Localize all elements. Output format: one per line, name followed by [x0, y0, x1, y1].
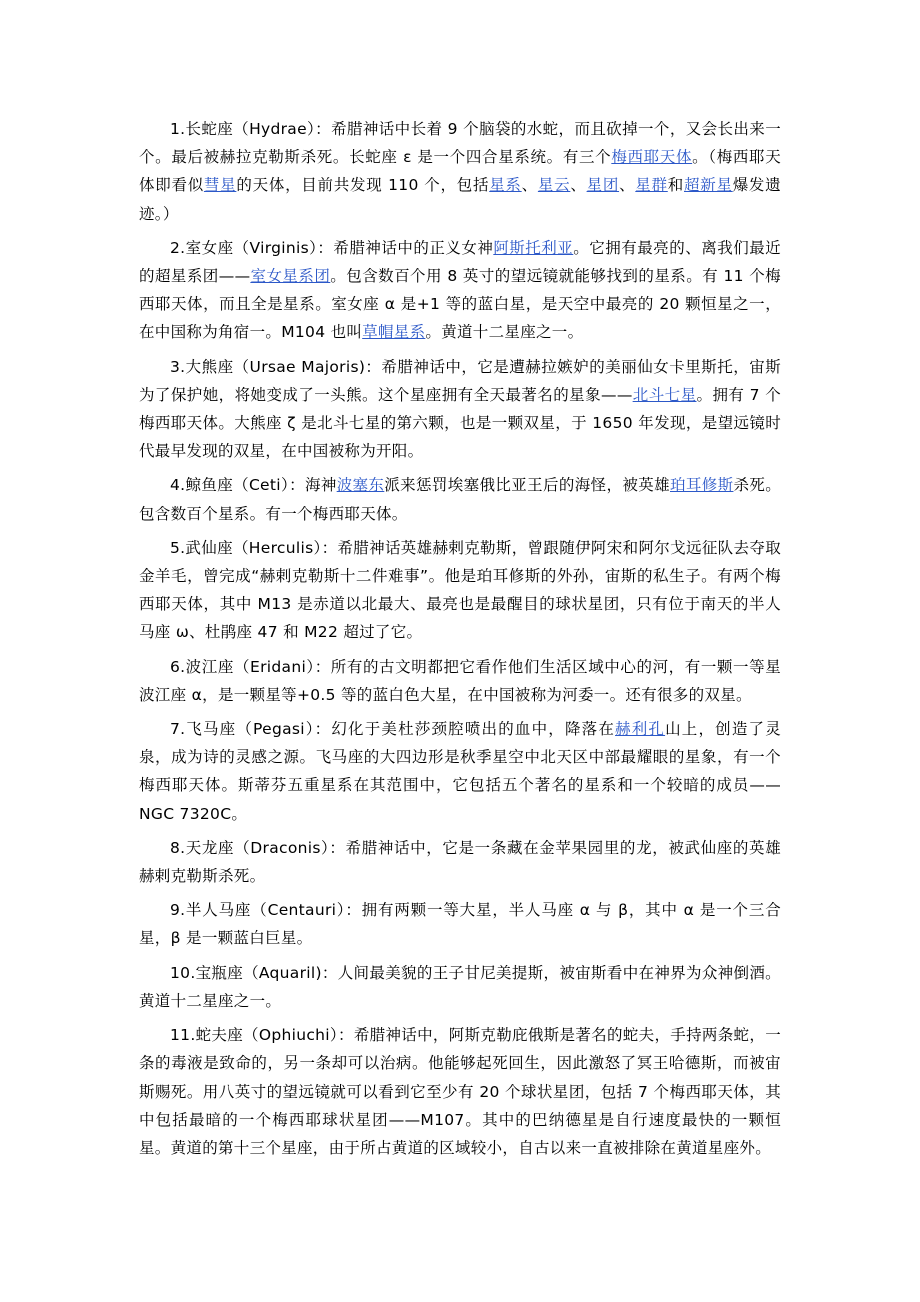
paragraph-text: 、 — [570, 176, 587, 195]
hyperlink[interactable]: 珀耳修斯 — [669, 476, 734, 495]
paragraph-text: 。拥有 7 个梅西耶天体。大熊座 ζ 是北斗七星的第六颗，也是一颗双星，于 1650 年发现，是望远镜时代最早发现的双星，在中国被称为开阳。 — [139, 385, 781, 461]
paragraph-text: 6.波江座（Eridani）：所有的古文明都把它看作他们生活区域中心的河，有一颗一等星波江座 α，是一颗星等+0.5 等的蓝白色大星，在中国被称为河委一。还有很多的双星。 — [139, 657, 781, 704]
hyperlink[interactable]: 星云 — [537, 176, 571, 195]
paragraph-text: 山上，创造了灵泉，成为诗的灵感之源。飞马座的大四边形是秋季星空中北天区中部最耀眼的星象，有一个梅西耶天体。斯蒂芬五重星系在其范围中，它包括五个著名的星系和一个较暗的成员——NGC 7320C。 — [139, 720, 782, 823]
paragraph-text: 7.飞马座（Pegasi）：幻化于美杜莎颈腔喷出的血中，降落在 — [170, 720, 616, 739]
document-body — [139, 115, 781, 1168]
paragraph-text: 5.武仙座（Herculis）：希腊神话英雄赫剌克勒斯，曾跟随伊阿宋和阿尔戈远征队去夺取金羊毛，曾完成“赫剌克勒斯十二件难事”。他是珀耳修斯的外孙，宙斯的私生子。有两个梅西耶天体，其中 M13 是赤道以北最大、最亮也是最醒目的球状星团，只有位于南天的半人马座 ω、杜鹃座 47 和 M22 超过了它。 — [139, 538, 781, 642]
paragraph-text: 8.天龙座（Draconis）：希腊神话中，它是一条藏在金苹果园里的龙，被武仙座的英雄赫剌克勒斯杀死。 — [139, 838, 781, 886]
hyperlink[interactable]: 超新星 — [684, 176, 733, 195]
paragraph-text: 派来惩罚埃塞俄比亚王后的海怪，被英雄 — [384, 476, 670, 495]
hyperlink[interactable]: 赫利孔 — [615, 720, 666, 739]
constellation-paragraph — [139, 653, 781, 709]
paragraph-text: 杀死。包含数百个星系。有一个梅西耶天体。 — [139, 476, 782, 523]
constellation-paragraph — [139, 534, 781, 647]
paragraph-text: 4.鲸鱼座（Ceti）：海神 — [170, 476, 337, 495]
paragraph-text: 、 — [521, 176, 538, 195]
hyperlink[interactable]: 星系 — [489, 176, 522, 195]
paragraph-text: 爆发遗迹。） — [139, 176, 781, 223]
paragraph-text: 3.大熊座（Ursae Majoris)：希腊神话中，它是遭赫拉嫉妒的美丽仙女卡里斯托，宙斯为了保护她，将她变成了一头熊。这个星座拥有全天最著名的星象—— — [139, 357, 781, 404]
paragraph-text: 的天体，目前共发现 110 个，包括 — [236, 176, 490, 195]
hyperlink[interactable]: 阿斯托利亚 — [493, 238, 574, 257]
constellation-paragraph — [139, 834, 781, 890]
paragraph-text: 11.蛇夫座（Ophiuchi）：希腊神话中，阿斯克勒庇俄斯是著名的蛇夫，手持两条蛇，一条的毒液是致命的，另一条却可以治病。他能够起死回生，因此激怒了冥王哈德斯，而被宙斯赐死。用八英寸的望远镜就可以看到它至少有 20 个球状星团，包括 7 个梅西耶天体，其中包括最暗的一个梅西耶球状星团——M107。其中的巴纳德星是自行速度最快的一颗恒星。黄道的第十三个星座，由于所占黄道的区域较小，自古以来一直被排除在黄道星座外。 — [139, 1026, 781, 1157]
paragraph-text: 和 — [667, 176, 684, 195]
paragraph-text: 1.长蛇座（Hydrae）：希腊神话中长着 9 个脑袋的水蛇，而且砍掉一个，又会长出来一个。最后被赫拉克勒斯杀死。长蛇座 ε 是一个四合星系统。有三个 — [139, 120, 781, 167]
hyperlink[interactable]: 室女星系团 — [250, 267, 331, 286]
hyperlink[interactable]: 草帽星系 — [362, 323, 426, 342]
constellation-paragraph — [139, 353, 781, 466]
constellation-paragraph — [139, 471, 781, 527]
paragraph-text: 。包含数百个用 8 英寸的望远镜就能够找到的星系。有 11 个梅西耶天体，而且全是星系。室女座 α 是+1 等的蓝白星，是天空中最亮的 20 颗恒星之一，在中国称为角宿一。M104 也叫 — [139, 267, 781, 342]
constellation-paragraph — [139, 115, 781, 228]
paragraph-text: 、 — [619, 176, 636, 195]
hyperlink[interactable]: 星群 — [635, 176, 668, 195]
constellation-paragraph — [139, 715, 781, 828]
constellation-paragraph — [139, 896, 781, 952]
paragraph-text: 。黄道十二星座之一。 — [425, 323, 584, 342]
paragraph-text: 。它拥有最亮的、离我们最近的超星系团—— — [139, 238, 781, 286]
hyperlink[interactable]: 北斗七星 — [632, 385, 697, 404]
hyperlink[interactable]: 波塞东 — [336, 476, 385, 495]
paragraph-text: 2.室女座（Virginis）：希腊神话中的正义女神 — [170, 238, 494, 257]
paragraph-text: 。（梅西耶天体即看似 — [139, 148, 781, 195]
hyperlink[interactable]: 梅西耶天体 — [611, 148, 693, 167]
constellation-paragraph — [139, 959, 781, 1015]
hyperlink[interactable]: 星团 — [586, 176, 620, 195]
constellation-paragraph — [139, 1021, 781, 1162]
paragraph-text: 10.宝瓶座（Aquaril)：人间最美貌的王子甘尼美提斯，被宙斯看中在神界为众神倒酒。黄道十二星座之一。 — [139, 963, 781, 1010]
hyperlink[interactable]: 彗星 — [203, 176, 237, 195]
constellation-paragraph — [139, 234, 781, 347]
paragraph-text: 9.半人马座（Centauri）：拥有两颗一等大星，半人马座 α 与 β，其中 α 是一个三合星，β 是一颗蓝白巨星。 — [139, 901, 781, 948]
